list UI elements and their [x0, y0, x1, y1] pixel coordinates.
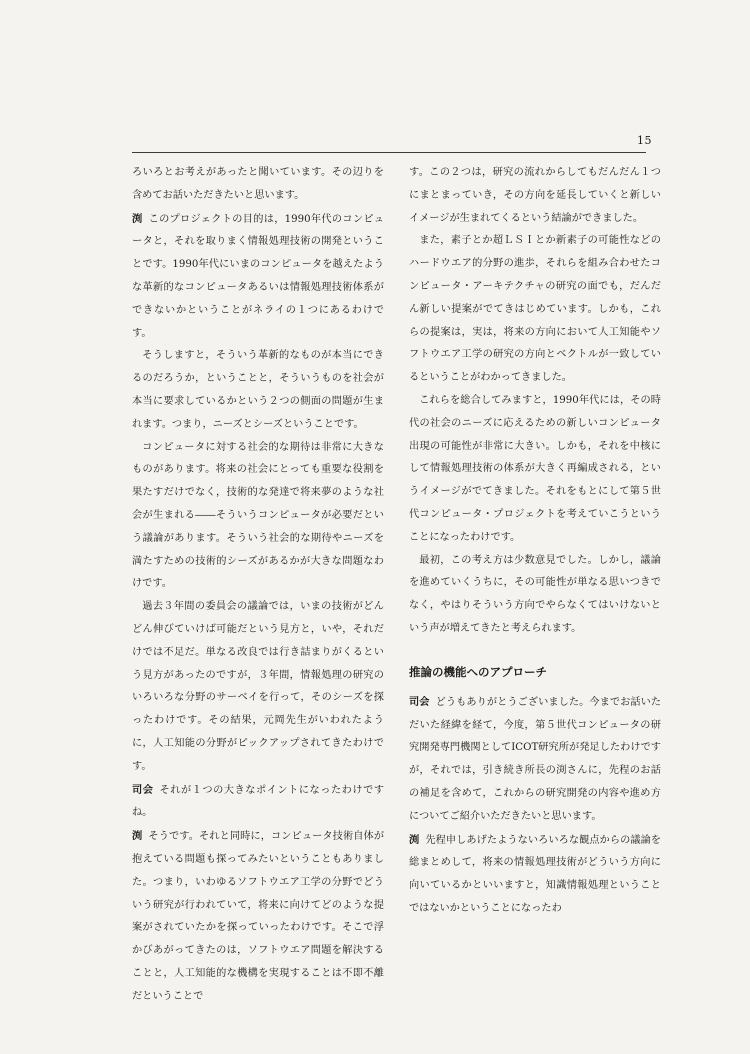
- left-paragraph-7: [132, 825, 384, 1008]
- left-paragraph-1: ろいろとお考えがあったと聞いています。その辺りを含めてお話いただきたいと思います。: [132, 167, 384, 201]
- right-paragraph-3: これらを総合してみますと，1990年代には，その時代の社会のニーズに応えるための新しいコンピュータ出現の可能性が非常に大きい。しかも，それを中核にして情報処理技術の体系が大きく再編成される，というイメージがでてきました。それをもとにして第５世代コンピュータ・プロジェクトを考えていこうということになったわけです。: [409, 394, 661, 543]
- header-rule: [132, 152, 646, 153]
- speaker-label: 司会: [132, 783, 154, 796]
- left-paragraph-5: 過去３年間の委員会の議論では，いまの技術がどんどん伸びていけば可能だという見方と，いや，それだけでは不足だ。単なる改良では行き詰まりがくるという見方があったのですが，３年間，情報処理の研究のいろいろな分野のサーベイを行って，そのシーズを探ったわけです。その結果，元岡先生がいわれたように，人工知能の分野がピックアップされてきたわけです。: [132, 601, 384, 772]
- right-paragraph-5: [409, 691, 661, 829]
- right-column: [409, 162, 662, 914]
- speaker-label: 司会: [409, 695, 430, 708]
- left-paragraph-3: そうしますと，そういう革新的なものが本当にできるのだろうか，ということと，そういうものを社会が本当に要求しているかという２つの側面の問題が生まれます。つまり，ニーズとシーズということです。: [132, 350, 384, 430]
- speech-text: このプロジェクトの目的は，1990年代のコンピュータと，それを取りまく情報処理技術の開発ということです。1990年代にいまのコンピュータを越えたような革新的なコンピュータあるいは情報処理技術体系ができないかということがネライの１つにあるわけです。: [132, 213, 384, 339]
- right-paragraph-2: また，素子とか超ＬＳＩとか新素子の可能性などのハードウエア的分野の進歩，それらを組み合わせたコンピュータ・アーキテクチャの研究の面でも，だんだん新しい提案がでてきはじめています。しかも，これらの提案は，実は，将来の方向において人工知能やソフトウエア工学の研究の方向とベクトルが一致しているということがわかってきました。: [409, 235, 661, 384]
- left-paragraph-2: [132, 208, 384, 346]
- speech-text: 先程申しあげたようないろいろな観点からの議論を総まとめして，将来の情報処理技術がどういう方向に向いているかといいますと，知識情報処理ということではないかということになったわ: [409, 834, 661, 914]
- left-column: [132, 162, 385, 1002]
- right-paragraph-1: す。この２つは，研究の流れからしてもだんだん１つにまとまっていき，その方向を延長していくと新しいイメージが生まれてくるという結論ができました。: [409, 167, 661, 224]
- section-heading: 推論の機能へのアプローチ: [409, 664, 547, 679]
- right-paragraph-6: [409, 829, 661, 921]
- speech-text: そうです。それと同時に，コンピュータ技術自体が抱えている問題も探ってみたいということもありました。つまり，いわゆるソフトウエア工学の分野でどういう研究が行われていて，将来に向けてどのような提案がされていたかを探っていったわけです。そこで浮かびあがってきたのは，ソフトウエア問題を解決することと，人工知能的な機構を実現することは不即不離だということで: [132, 831, 385, 1002]
- left-paragraph-6: [132, 779, 384, 826]
- speech-text: それが１つの大きなポイントになったわけですね。: [132, 784, 385, 819]
- speaker-label: 渕: [132, 830, 143, 843]
- page-number: 15: [637, 134, 652, 147]
- speaker-label: 渕: [132, 212, 143, 225]
- right-paragraph-4: 最初，この考え方は少数意見でした。しかし，議論を進めていくうちに，その可能性が単なる思いつきでなく，やはりそういう方向でやらなくてはいけないという声が増えてきたと考えられます。: [409, 554, 661, 634]
- speech-text: どうもありがとうございました。今までお話いただいた経緯を経て，今度，第５世代コンピュータの研究開発専門機関としてICOT研究所が発足したわけですが，それでは，引き続き所長の渕さんに，先程のお話の補足を含めて，これからの研究開発の内容や進め方についてご紹介いただきたいと思います。: [409, 696, 662, 822]
- left-paragraph-4: コンピュータに対する社会的な期待は非常に大きなものがあります。将来の社会にとっても重要な役割を果たすだけでなく，技術的な発達で将来夢のような社会が生まれる――そういうコンピュータが必要だという議論があります。そういう社会的な期待やニーズを満たすための技術的シーズがあるかが大きな問題なわけです。: [132, 441, 384, 590]
- speaker-label: 渕: [409, 833, 420, 846]
